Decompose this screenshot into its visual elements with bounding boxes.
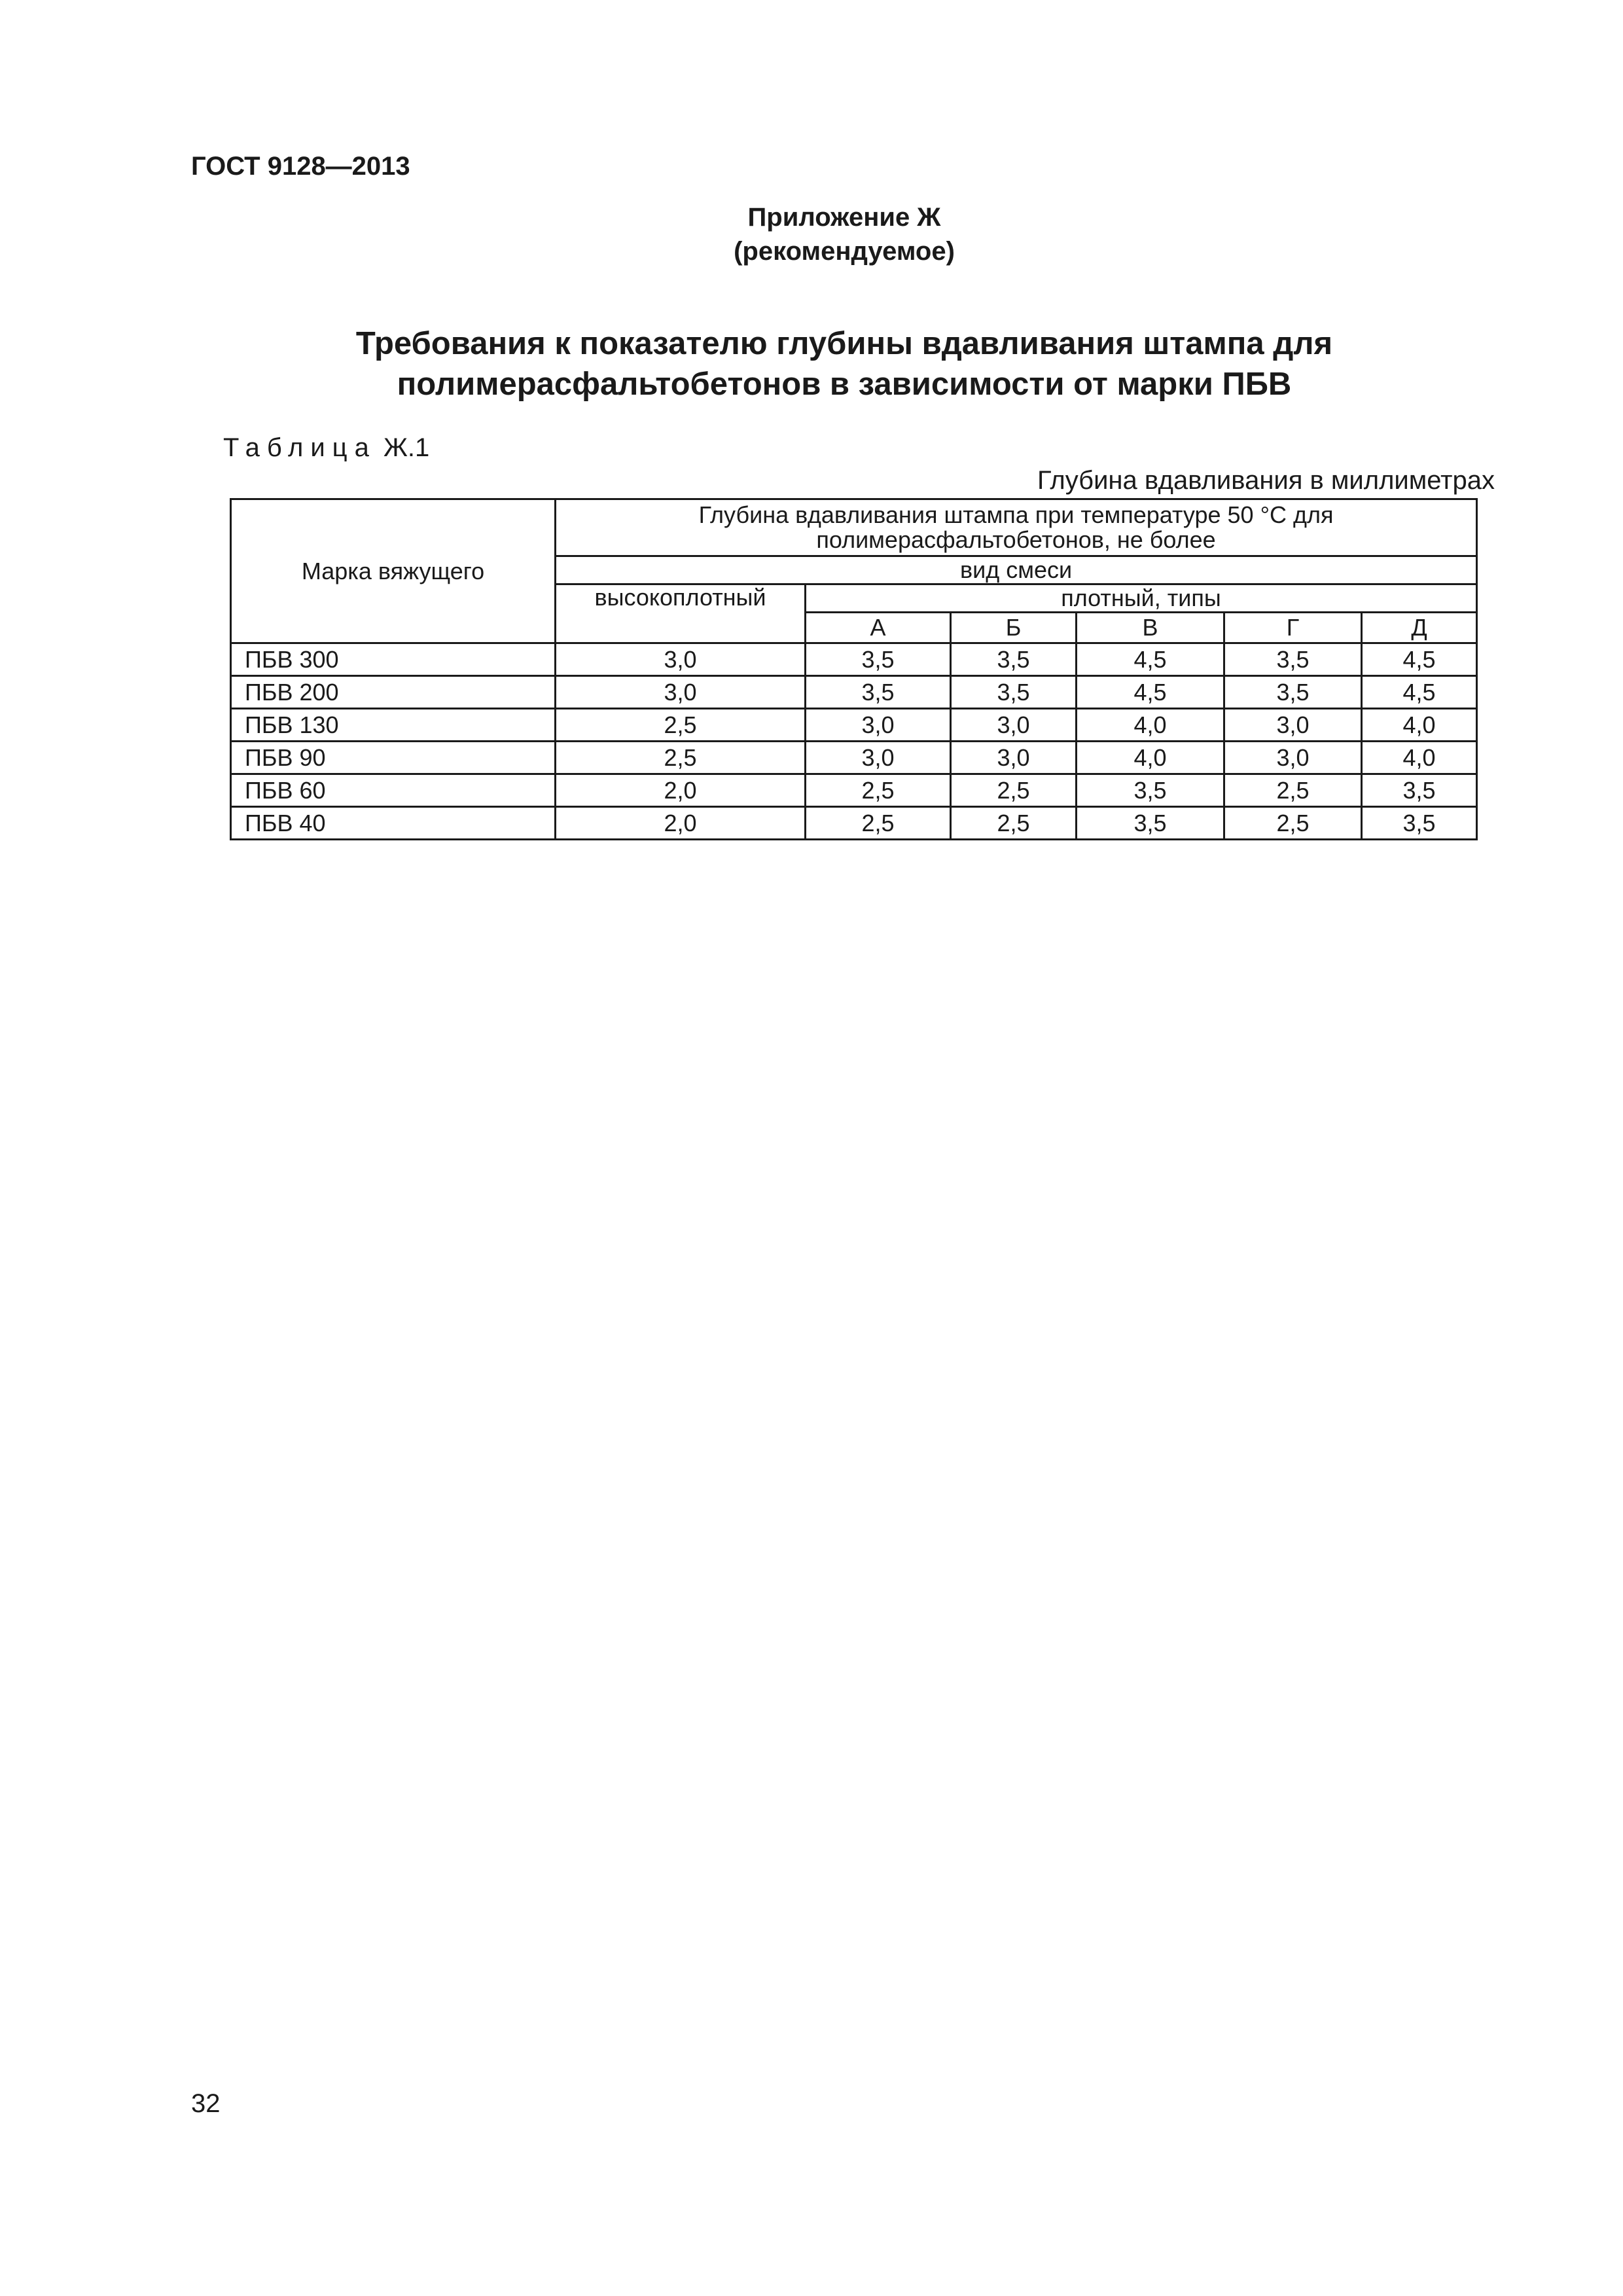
header-type-g: Г <box>1224 613 1362 643</box>
cell-high-density: 2,5 <box>556 742 806 774</box>
annex-heading <box>0 200 1623 268</box>
cell-high-density: 3,0 <box>556 643 806 676</box>
header-type-a: А <box>806 613 951 643</box>
cell-type-b: 3,0 <box>951 709 1077 742</box>
cell-type-g: 2,5 <box>1224 807 1362 840</box>
annex-title: Приложение Ж <box>747 203 941 232</box>
cell-grade: ПБВ 300 <box>231 643 556 676</box>
page-title <box>0 323 1623 404</box>
cell-type-v: 4,0 <box>1077 742 1224 774</box>
table-row <box>231 807 1477 840</box>
table-label-number: Ж.1 <box>383 433 430 462</box>
cell-type-a: 3,0 <box>806 742 951 774</box>
cell-type-d: 4,0 <box>1362 709 1477 742</box>
header-type-v: В <box>1077 613 1224 643</box>
cell-type-d: 3,5 <box>1362 774 1477 807</box>
cell-type-b: 3,5 <box>951 676 1077 709</box>
cell-type-g: 2,5 <box>1224 774 1362 807</box>
cell-type-b: 2,5 <box>951 807 1077 840</box>
cell-type-d: 3,5 <box>1362 807 1477 840</box>
header-mix-kind: вид смеси <box>556 556 1477 584</box>
standard-id: ГОСТ 9128—2013 <box>191 152 410 181</box>
page-title-line-1: Требования к показателю глубины вдавливания штампа для <box>355 326 1333 361</box>
cell-type-a: 2,5 <box>806 774 951 807</box>
table-row <box>231 709 1477 742</box>
cell-type-v: 3,5 <box>1077 774 1224 807</box>
table-row <box>231 676 1477 709</box>
cell-type-v: 4,5 <box>1077 643 1224 676</box>
cell-type-a: 3,5 <box>806 643 951 676</box>
cell-type-v: 4,5 <box>1077 676 1224 709</box>
header-depth-line-1: Глубина вдавливания штампа при температуре 50 °С для <box>698 501 1334 528</box>
cell-type-b: 2,5 <box>951 774 1077 807</box>
depth-table <box>230 498 1478 840</box>
cell-type-g: 3,0 <box>1224 709 1362 742</box>
page-title-line-2: полимерасфальтобетонов в зависимости от марки ПБВ <box>397 367 1292 402</box>
table-label-word: Таблица <box>223 433 376 462</box>
cell-type-g: 3,0 <box>1224 742 1362 774</box>
header-depth <box>556 499 1477 556</box>
cell-grade: ПБВ 200 <box>231 676 556 709</box>
header-dense-types: плотный, типы <box>806 584 1477 613</box>
cell-grade: ПБВ 40 <box>231 807 556 840</box>
cell-type-v: 4,0 <box>1077 709 1224 742</box>
cell-type-b: 3,5 <box>951 643 1077 676</box>
cell-type-g: 3,5 <box>1224 643 1362 676</box>
page-number: 32 <box>191 2089 221 2118</box>
cell-type-a: 3,0 <box>806 709 951 742</box>
cell-type-g: 3,5 <box>1224 676 1362 709</box>
cell-high-density: 2,5 <box>556 709 806 742</box>
table-label <box>223 433 429 463</box>
cell-grade: ПБВ 90 <box>231 742 556 774</box>
cell-type-a: 2,5 <box>806 807 951 840</box>
cell-grade: ПБВ 130 <box>231 709 556 742</box>
cell-type-v: 3,5 <box>1077 807 1224 840</box>
table-row <box>231 742 1477 774</box>
header-type-b: Б <box>951 613 1077 643</box>
header-depth-line-2: полимерасфальтобетонов, не более <box>816 526 1216 553</box>
cell-high-density: 3,0 <box>556 676 806 709</box>
cell-high-density: 2,0 <box>556 774 806 807</box>
cell-type-d: 4,0 <box>1362 742 1477 774</box>
table-row <box>231 774 1477 807</box>
table-row <box>231 643 1477 676</box>
cell-grade: ПБВ 60 <box>231 774 556 807</box>
annex-status: (рекомендуемое) <box>734 237 955 266</box>
header-type-d: Д <box>1362 613 1477 643</box>
header-high-density: высокоплотный <box>556 584 806 643</box>
cell-type-d: 4,5 <box>1362 643 1477 676</box>
header-grade: Марка вяжущего <box>231 499 556 643</box>
cell-type-d: 4,5 <box>1362 676 1477 709</box>
cell-type-a: 3,5 <box>806 676 951 709</box>
cell-high-density: 2,0 <box>556 807 806 840</box>
cell-type-b: 3,0 <box>951 742 1077 774</box>
table-units-note: Глубина вдавливания в миллиметрах <box>1037 466 1495 495</box>
